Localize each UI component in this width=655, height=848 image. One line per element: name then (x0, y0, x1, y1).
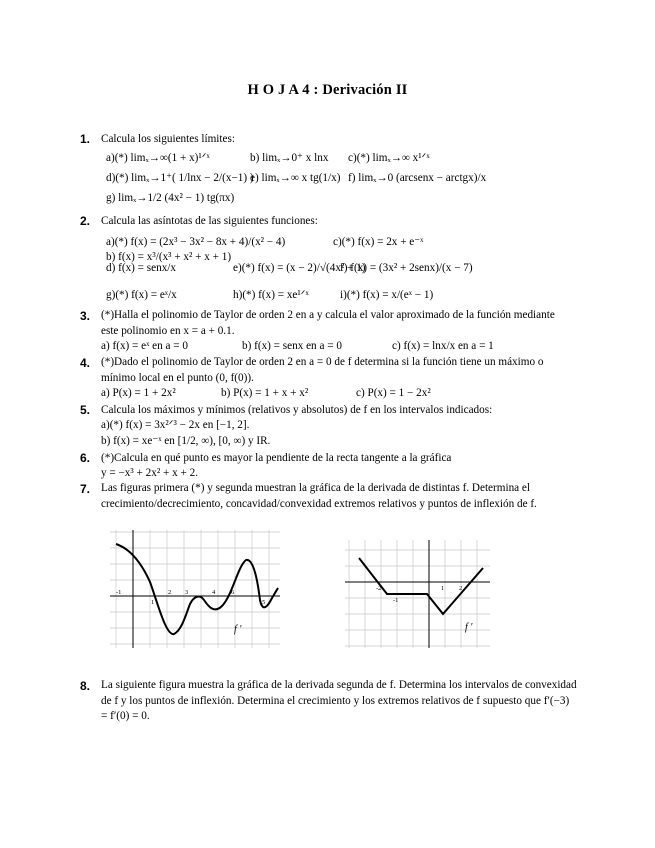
figure-1-label: f ' (234, 624, 242, 635)
figure-2-tick-minus2: -2 (376, 585, 382, 592)
problem-1-number: 1. (80, 132, 91, 146)
problem-1-item-a: a)(*) limₓ→∞(1 + x)¹ᐟˣ (106, 152, 210, 164)
problem-2-item-h: h)(*) f(x) = xe¹ᐟˣ (233, 289, 309, 301)
problem-8-number: 8. (80, 679, 91, 693)
figure-1-tick-4: 4 (212, 589, 216, 596)
figure-1-tick-minus1: -1 (116, 589, 122, 596)
problem-3-statement: (*)Halla el polinomio de Taylor de orden 2 en a y calcula el valor aproximado de la función mediante este polinomio en x = a + 0.1. (101, 309, 555, 337)
problem-1-item-b: b) limₓ→0⁺ x lnx (250, 152, 329, 164)
figure-2-tick-2: 2 (459, 585, 463, 592)
problem-2-item-g: g)(*) f(x) = eˣ/x (106, 289, 177, 301)
problem-6-item: y = −x³ + 2x² + x + 2. (101, 467, 198, 479)
problem-3-item-c: c) f(x) = lnx/x en a = 1 (392, 340, 494, 352)
problem-7-number: 7. (80, 482, 91, 496)
figure-2-tick-1: 1 (441, 585, 445, 592)
problem-4-item-b: b) P(x) = 1 + x + x² (221, 387, 309, 399)
problem-2-item-d: d) f(x) = senx/x (106, 262, 176, 274)
problem-1-item-d: d)(*) limₓ→1⁺( 1/lnx − 2/(x−1) ) (106, 172, 254, 184)
problem-1-item-g: g) limₓ→1/2 (4x² − 1) tg(πx) (106, 192, 235, 204)
problem-2-item-i: i)(*) f(x) = x/(eˣ − 1) (340, 289, 434, 301)
problem-4-number: 4. (80, 356, 91, 370)
problem-6-statement: (*)Calcula en qué punto es mayor la pendiente de la recta tangente a la gráfica (101, 452, 452, 464)
problem-3-item-b: b) f(x) = senx en a = 0 (242, 340, 342, 352)
problem-4-item-a: a) P(x) = 1 + 2x² (101, 387, 176, 399)
figure-2-label: f ' (465, 622, 473, 633)
problem-5-item-b: b) f(x) = xe⁻ˣ en [1/2, ∞), [0, ∞) y IR. (101, 435, 271, 447)
problem-1-item-c: c)(*) limₓ→∞ x¹ᐟˣ (348, 152, 430, 164)
problem-2-item-f: f) f(x) = (3x² + 2senx)/(x − 7) (340, 262, 473, 274)
problem-1-statement: Calcula los siguientes límites: (101, 133, 235, 145)
problem-2-number: 2. (80, 214, 91, 228)
problem-4-item-c: c) P(x) = 1 − 2x² (356, 387, 431, 399)
problem-3-number: 3. (80, 309, 91, 323)
problem-5-number: 5. (80, 403, 91, 417)
problem-6-number: 6. (80, 451, 91, 465)
problem-7-statement: Las figuras primera (*) y segunda muestran la gráfica de la derivada de distintas f. Determina el crecimiento/decrecimiento, concavidad/convexidad extremos relativos y puntos de inflexión de f. (101, 482, 537, 510)
figure-1-curve (116, 544, 278, 634)
problem-3-item-a: a) f(x) = eˣ en a = 0 (101, 340, 188, 352)
problem-2-item-a: a)(*) f(x) = (2x³ − 3x² − 8x + 4)/(x² − 4) (106, 236, 286, 248)
problem-2-item-b: b) f(x) = x³/(x³ + x² + x + 1) (106, 251, 232, 263)
figure-2-graph (345, 540, 495, 650)
figure-1-tick-1: 1 (151, 599, 155, 606)
problem-1-item-e: e) limₓ→∞ x tg(1/x) (250, 172, 341, 184)
problem-2-item-e: e)(*) f(x) = (x − 2)/√(4x² + 1) (233, 262, 366, 274)
figure-2-tick-minus1: -1 (393, 597, 399, 604)
figure-1-tick-5: 5 (262, 599, 266, 606)
figure-1-tick-3: 3 (185, 589, 189, 596)
problem-2-item-c: c)(*) f(x) = 2x + e⁻ˣ (333, 236, 424, 248)
figure-1-tick-6: 6 (231, 589, 235, 596)
problem-1-item-f: f) limₓ→0 (arcsenx − arctgx)/x (348, 172, 487, 184)
figure-1-tick-2: 2 (168, 589, 172, 596)
figure-1-grid (110, 530, 280, 648)
problem-8-statement: La siguiente figura muestra la gráfica de la derivada segunda de f. Determina los intervalos de convexidad de f y los puntos de inflexión. Determina el crecimiento y los extremos relativos de f supuesto que f′(−3) = f′(0) = 0. (101, 679, 577, 722)
page-title: H O J A 4 : Derivación II (247, 82, 408, 98)
problem-2-statement: Calcula las asíntotas de las siguientes funciones: (101, 215, 318, 227)
problem-5-item-a: a)(*) f(x) = 3x²ᐟ³ − 2x en [−1, 2]. (101, 419, 250, 431)
problem-5-statement: Calcula los máximos y mínimos (relativos y absolutos) de f en los intervalos indicados: (101, 404, 493, 416)
figure-1-graph (110, 530, 285, 648)
problem-4-statement: (*)Dado el polinomio de Taylor de orden 2 en a = 0 de f determina si la función tiene un máximo o mínimo local en el punto (0, f(0)). (101, 356, 544, 384)
